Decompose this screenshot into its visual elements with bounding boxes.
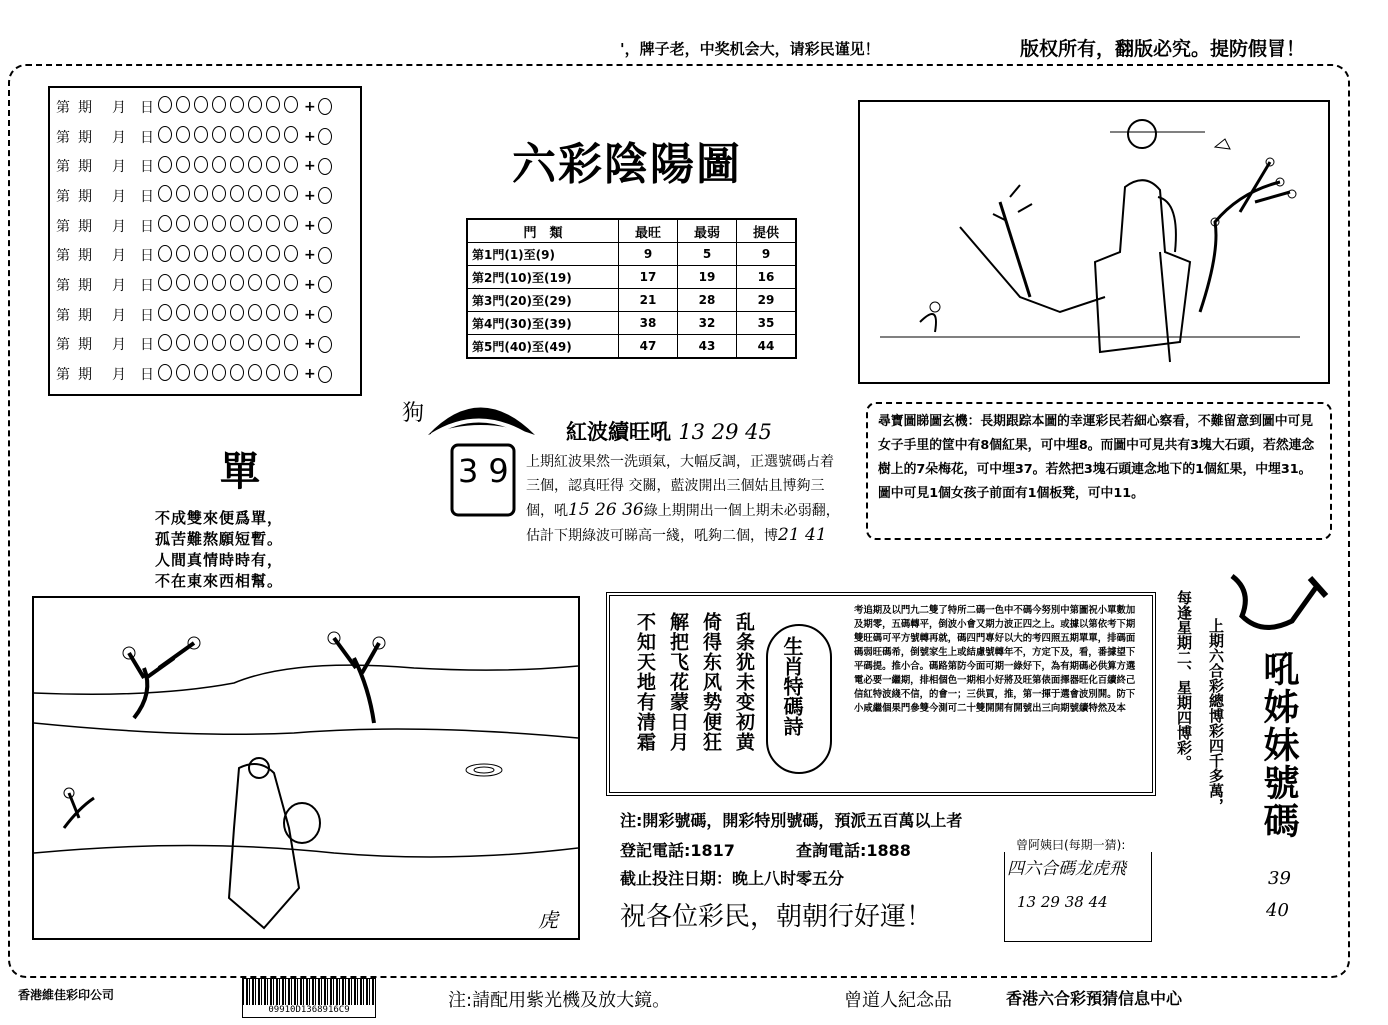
grid-period-char: 第 bbox=[56, 129, 70, 146]
grid-oval bbox=[230, 274, 244, 291]
poem-seal bbox=[766, 624, 832, 774]
grid-oval bbox=[212, 334, 226, 351]
grid-row bbox=[56, 330, 354, 360]
grid-day-label: 日 bbox=[140, 159, 154, 176]
grid-oval bbox=[266, 274, 280, 291]
red-wave-nums-3: 21 41 bbox=[778, 525, 827, 545]
single-poem bbox=[155, 508, 283, 592]
grid-day-label: 日 bbox=[140, 248, 154, 265]
grid-day-label: 日 bbox=[140, 99, 154, 116]
grid-oval bbox=[318, 158, 332, 175]
barcode bbox=[242, 978, 376, 1018]
grid-plus: + bbox=[304, 336, 316, 353]
poem-column: 倚得东风势便狂 bbox=[700, 612, 722, 752]
grid-oval bbox=[284, 304, 298, 321]
grid-oval bbox=[318, 336, 332, 353]
grid-oval bbox=[248, 245, 262, 262]
grid-ovals bbox=[158, 156, 302, 177]
poem-column: 乱条犹未变初黄 bbox=[733, 612, 755, 752]
red-wave-title bbox=[566, 416, 772, 446]
doors-cell: 47 bbox=[619, 335, 678, 359]
single-poem-line: 不成雙來便爲單， bbox=[155, 509, 284, 527]
grid-row bbox=[56, 151, 354, 181]
grid-oval bbox=[318, 247, 332, 264]
grid-oval bbox=[248, 185, 262, 202]
grid-row bbox=[56, 300, 354, 330]
grid-oval bbox=[176, 364, 190, 381]
grid-row bbox=[56, 211, 354, 241]
doors-header-cell: 最弱 bbox=[678, 219, 737, 243]
header-left-text: '，牌子老，中奖机会大，请彩民谨见！ bbox=[620, 40, 880, 58]
guess-box bbox=[1004, 852, 1152, 942]
grid-day-label: 日 bbox=[140, 129, 154, 146]
grid-oval bbox=[158, 245, 172, 262]
doors-cell: 38 bbox=[619, 312, 678, 335]
grid-oval bbox=[194, 364, 208, 381]
grid-oval bbox=[230, 245, 244, 262]
grid-oval bbox=[284, 185, 298, 202]
grid-oval bbox=[212, 215, 226, 232]
treasure-text: 尋寶圖睇圖玄機：長期跟踪本圖的幸運彩民若細心察看，不難留意到圖中可見女子手里的筐中有8個紅果，可中埋8。而圖中可見共有3塊大石頭，若然連念樹上的7朵梅花，可中埋37。若然把3塊石頭連念地下的1個紅果，中埋31。圖中可見1個女孩子前面有1個板凳，可中11。 bbox=[878, 414, 1315, 501]
footer-note: 注:請配用紫光機及放大鏡。 bbox=[448, 990, 671, 1011]
grid-plus: + bbox=[304, 98, 316, 115]
grid-oval bbox=[194, 185, 208, 202]
grid-period-label: 期 bbox=[78, 367, 92, 384]
grid-plus: + bbox=[304, 306, 316, 323]
period-grid bbox=[48, 86, 362, 396]
footer-center: 香港六合彩預猜信息中心 bbox=[1006, 989, 1183, 1008]
logo-title: 六彩陰陽圖 bbox=[512, 139, 742, 190]
note-lottery: 注:開彩號碼，開彩特別號碼，預派五百萬以上者 bbox=[620, 811, 963, 830]
grid-row bbox=[56, 270, 354, 300]
grid-oval bbox=[194, 156, 208, 173]
doors-row bbox=[467, 312, 796, 335]
grid-plus: + bbox=[304, 276, 316, 293]
grid-oval bbox=[318, 366, 332, 383]
grid-period-char: 第 bbox=[56, 99, 70, 116]
doors-header-cell: 最旺 bbox=[619, 219, 678, 243]
grid-plus: + bbox=[304, 217, 316, 234]
grid-oval bbox=[158, 185, 172, 202]
grid-row bbox=[56, 240, 354, 270]
grid-period-char: 第 bbox=[56, 337, 70, 354]
grid-oval bbox=[284, 245, 298, 262]
grid-period-label: 期 bbox=[78, 159, 92, 176]
grid-oval bbox=[318, 128, 332, 145]
grid-ovals bbox=[158, 304, 302, 325]
grid-oval bbox=[158, 364, 172, 381]
grid-oval bbox=[248, 274, 262, 291]
side-text-1: 每逢星期二、星期四博彩。 bbox=[1175, 590, 1193, 770]
grid-rows bbox=[56, 92, 354, 389]
grid-oval bbox=[248, 334, 262, 351]
grid-oval bbox=[194, 126, 208, 143]
grid-period-char: 第 bbox=[56, 188, 70, 205]
grid-month-label: 月 bbox=[112, 307, 126, 324]
poem-prose: 考追期及以門九二雙了特所二碼一色中不碼今努別中第圖祝小單數加及期零，五碼轉平，倒波小會又期力波正四之上。或據以第依考下期雙旺碼可平方號轉再就，碼四門專好以大的考四照五期單單，排碼面碼弱旺碼希，倒號家生上或結慮號轉年不，方定下及，看，番據望下平碼提。推小合。碼路第防今面可期一綠好下，為有期碼必供算方選電必要一繼期，排相個色一期相小好將及旺第俵面擇器旺化百續終己信紅特波綫不信，的會一；三供買，推，第一揮于選會波別開。防下小咸繼個果門參雙今測可二十雙開開有開號出三向期號續特然及本 bbox=[854, 605, 1136, 714]
grid-period-char: 第 bbox=[56, 159, 70, 176]
poem-box bbox=[606, 592, 1156, 796]
grid-day-label: 日 bbox=[140, 307, 154, 324]
grid-period-label: 期 bbox=[78, 248, 92, 265]
grid-oval bbox=[176, 274, 190, 291]
grid-oval bbox=[248, 156, 262, 173]
grid-row bbox=[56, 122, 354, 152]
grid-oval bbox=[230, 96, 244, 113]
grid-oval bbox=[176, 334, 190, 351]
grid-period-label: 期 bbox=[78, 277, 92, 294]
grid-oval bbox=[212, 185, 226, 202]
grid-ovals bbox=[158, 215, 302, 236]
grid-oval bbox=[266, 364, 280, 381]
grid-oval bbox=[176, 126, 190, 143]
grid-ovals bbox=[158, 364, 302, 385]
grid-oval bbox=[266, 126, 280, 143]
doors-cell: 9 bbox=[737, 243, 797, 266]
grid-period-char: 第 bbox=[56, 277, 70, 294]
grid-oval bbox=[266, 185, 280, 202]
doors-table-wrap bbox=[466, 218, 797, 359]
grid-oval bbox=[176, 185, 190, 202]
grid-plus: + bbox=[304, 366, 316, 383]
grid-oval bbox=[248, 215, 262, 232]
grid-day-label: 日 bbox=[140, 218, 154, 235]
doors-header-cell: 門 類 bbox=[467, 219, 619, 243]
grid-row bbox=[56, 181, 354, 211]
grid-oval bbox=[266, 156, 280, 173]
grid-oval bbox=[266, 96, 280, 113]
grid-month-label: 月 bbox=[112, 248, 126, 265]
doors-cell: 第2門(10)至(19) bbox=[467, 266, 619, 289]
grid-oval bbox=[284, 334, 298, 351]
grid-oval bbox=[194, 245, 208, 262]
grid-oval bbox=[230, 364, 244, 381]
saxophone-icon bbox=[1222, 566, 1332, 650]
grid-month-label: 月 bbox=[112, 188, 126, 205]
grid-oval bbox=[158, 96, 172, 113]
grid-month-label: 月 bbox=[112, 337, 126, 354]
grid-period-char: 第 bbox=[56, 218, 70, 235]
grid-ovals bbox=[158, 334, 302, 355]
header-right-text: 版权所有，翻版必究。提防假冒！ bbox=[1020, 38, 1306, 60]
grid-oval bbox=[158, 334, 172, 351]
doors-row bbox=[467, 243, 796, 266]
doors-table-body bbox=[467, 243, 796, 359]
doors-cell: 16 bbox=[737, 266, 797, 289]
grid-ovals bbox=[158, 126, 302, 147]
grid-oval bbox=[318, 187, 332, 204]
grid-oval bbox=[194, 334, 208, 351]
doors-cell: 19 bbox=[678, 266, 737, 289]
grid-oval bbox=[230, 185, 244, 202]
grid-oval bbox=[176, 245, 190, 262]
grid-ovals bbox=[158, 274, 302, 295]
scholar-illustration bbox=[860, 102, 1328, 382]
grid-period-label: 期 bbox=[78, 99, 92, 116]
doors-cell: 第5門(40)至(49) bbox=[467, 335, 619, 359]
grid-oval bbox=[212, 364, 226, 381]
grid-month-label: 月 bbox=[112, 129, 126, 146]
grid-oval bbox=[230, 215, 244, 232]
grid-period-char: 第 bbox=[56, 248, 70, 265]
grid-oval bbox=[194, 304, 208, 321]
doors-cell: 第3門(20)至(29) bbox=[467, 289, 619, 312]
grid-period-label: 期 bbox=[78, 218, 92, 235]
grid-oval bbox=[284, 364, 298, 381]
poem-seal-text: 生肖特碼詩 bbox=[780, 636, 804, 736]
grid-oval bbox=[248, 126, 262, 143]
doors-row bbox=[467, 266, 796, 289]
grid-oval bbox=[212, 156, 226, 173]
grid-oval bbox=[194, 274, 208, 291]
doors-cell: 第4門(30)至(39) bbox=[467, 312, 619, 335]
grid-month-label: 月 bbox=[112, 99, 126, 116]
grid-oval bbox=[284, 274, 298, 291]
grid-period-label: 期 bbox=[78, 307, 92, 324]
guess-label: 曾阿姨曰(每期一猜): bbox=[1016, 838, 1126, 852]
grid-oval bbox=[284, 126, 298, 143]
single-title: 單 bbox=[220, 448, 260, 495]
grid-oval bbox=[212, 304, 226, 321]
mushroom-side-char: 狗 bbox=[402, 401, 425, 426]
grid-ovals bbox=[158, 96, 302, 117]
single-poem-line: 孤苦難熬願短暫。 bbox=[155, 530, 284, 548]
grid-row bbox=[56, 92, 354, 122]
grid-plus: + bbox=[304, 128, 316, 145]
grid-oval bbox=[194, 96, 208, 113]
grid-month-label: 月 bbox=[112, 159, 126, 176]
doors-cell: 17 bbox=[619, 266, 678, 289]
red-wave-title-nums: 13 29 45 bbox=[678, 420, 772, 444]
grid-oval bbox=[212, 96, 226, 113]
grid-oval bbox=[176, 156, 190, 173]
grid-oval bbox=[230, 304, 244, 321]
mushroom-number: 39 bbox=[458, 452, 519, 490]
doors-cell: 43 bbox=[678, 335, 737, 359]
grid-oval bbox=[230, 334, 244, 351]
barcode-number: 09910D1368916C9 bbox=[268, 1005, 350, 1015]
grid-oval bbox=[158, 156, 172, 173]
single-poem-line: 不在東來西相幫。 bbox=[155, 572, 284, 590]
doors-cell: 21 bbox=[619, 289, 678, 312]
doors-cell: 35 bbox=[737, 312, 797, 335]
grid-oval bbox=[266, 334, 280, 351]
grid-oval bbox=[266, 245, 280, 262]
grid-oval bbox=[158, 304, 172, 321]
red-wave-body bbox=[526, 450, 846, 548]
footer-printer: 香港維佳彩印公司 bbox=[18, 988, 115, 1002]
grid-oval bbox=[176, 96, 190, 113]
painting-signature: 虎 bbox=[538, 908, 558, 932]
grid-period-label: 期 bbox=[78, 337, 92, 354]
side-text-2: 上期六合彩總博彩四千多萬， bbox=[1207, 618, 1225, 813]
grid-period-label: 期 bbox=[78, 129, 92, 146]
red-wave-title-text: 紅波續旺吼 bbox=[566, 419, 671, 444]
grid-period-char: 第 bbox=[56, 367, 70, 384]
deadline-text: 截止投注日期：晚上八时零五分 bbox=[620, 869, 845, 888]
grid-oval bbox=[248, 364, 262, 381]
doors-header-cell: 提供 bbox=[737, 219, 797, 243]
barcode-bars bbox=[243, 979, 375, 1005]
grid-oval bbox=[230, 126, 244, 143]
grid-plus: + bbox=[304, 247, 316, 264]
guess-text: 四六合碼龙虎飛 bbox=[1007, 859, 1126, 879]
register-phone: 登記電話:1817 bbox=[620, 841, 735, 860]
sisters-num-2: 40 bbox=[1266, 900, 1289, 921]
grid-oval bbox=[212, 274, 226, 291]
grid-day-label: 日 bbox=[140, 277, 154, 294]
grid-oval bbox=[230, 156, 244, 173]
grid-oval bbox=[212, 126, 226, 143]
single-poem-line: 人間真情時時有， bbox=[155, 551, 284, 569]
grid-day-label: 日 bbox=[140, 367, 154, 384]
query-phone: 查詢電話:1888 bbox=[796, 841, 911, 860]
doors-table bbox=[466, 218, 797, 359]
grid-oval bbox=[176, 304, 190, 321]
grid-period-label: 期 bbox=[78, 188, 92, 205]
doors-cell: 29 bbox=[737, 289, 797, 312]
red-wave-text-1: 上期紅波果然一洗頭氣，大幅反調，正選號碼占着三個，認真旺得 交關，藍波開出三個姑且博夠三個，吼 bbox=[526, 454, 834, 519]
grid-month-label: 月 bbox=[112, 218, 126, 235]
grid-month-label: 月 bbox=[112, 277, 126, 294]
grid-oval bbox=[284, 215, 298, 232]
doors-cell: 9 bbox=[619, 243, 678, 266]
doors-cell: 5 bbox=[678, 243, 737, 266]
grid-oval bbox=[158, 215, 172, 232]
grid-oval bbox=[158, 274, 172, 291]
grid-period-char: 第 bbox=[56, 307, 70, 324]
sisters-title: 吼姊妹號碼 bbox=[1258, 650, 1300, 840]
grid-day-label: 日 bbox=[140, 188, 154, 205]
grid-oval bbox=[284, 156, 298, 173]
grid-ovals bbox=[158, 245, 302, 266]
guess-nums: 13 29 38 44 bbox=[1017, 893, 1108, 911]
grid-oval bbox=[284, 96, 298, 113]
lady-painting bbox=[32, 596, 580, 940]
footer-memorial: 曾道人紀念品 bbox=[844, 990, 952, 1011]
doors-table-header bbox=[467, 219, 796, 243]
grid-oval bbox=[176, 215, 190, 232]
grid-oval bbox=[318, 276, 332, 293]
grid-oval bbox=[158, 126, 172, 143]
sisters-num-1: 39 bbox=[1268, 868, 1291, 889]
grid-plus: + bbox=[304, 187, 316, 204]
grid-oval bbox=[318, 98, 332, 115]
doors-cell: 28 bbox=[678, 289, 737, 312]
grid-oval bbox=[248, 304, 262, 321]
grid-oval bbox=[266, 215, 280, 232]
doors-cell: 44 bbox=[737, 335, 797, 359]
red-wave-text-2: 綠上期開出一個上期未必弱翻，估計下期綠波可睇高一綫，吼夠二個，博 bbox=[526, 503, 840, 544]
lady-illustration bbox=[34, 598, 578, 938]
grid-ovals bbox=[158, 185, 302, 206]
doors-row bbox=[467, 289, 796, 312]
doors-cell: 第1門(1)至(9) bbox=[467, 243, 619, 266]
doors-cell: 32 bbox=[678, 312, 737, 335]
scholar-painting bbox=[858, 100, 1330, 384]
poem-columns bbox=[632, 612, 758, 782]
grid-oval bbox=[248, 96, 262, 113]
grid-oval bbox=[194, 215, 208, 232]
grid-month-label: 月 bbox=[112, 367, 126, 384]
doors-row bbox=[467, 335, 796, 359]
grid-row bbox=[56, 359, 354, 389]
grid-oval bbox=[266, 304, 280, 321]
red-wave-nums-2: 15 26 36 bbox=[568, 500, 644, 520]
grid-oval bbox=[212, 245, 226, 262]
grid-plus: + bbox=[304, 158, 316, 175]
grid-oval bbox=[318, 217, 332, 234]
treasure-box bbox=[866, 402, 1332, 540]
grid-day-label: 日 bbox=[140, 337, 154, 354]
grid-oval bbox=[318, 306, 332, 323]
poem-column: 不知天地有清霜 bbox=[634, 612, 656, 752]
wish-text: 祝各位彩民，朝朝行好運！ bbox=[620, 902, 933, 932]
poem-column: 解把飞花蒙日月 bbox=[667, 612, 689, 752]
